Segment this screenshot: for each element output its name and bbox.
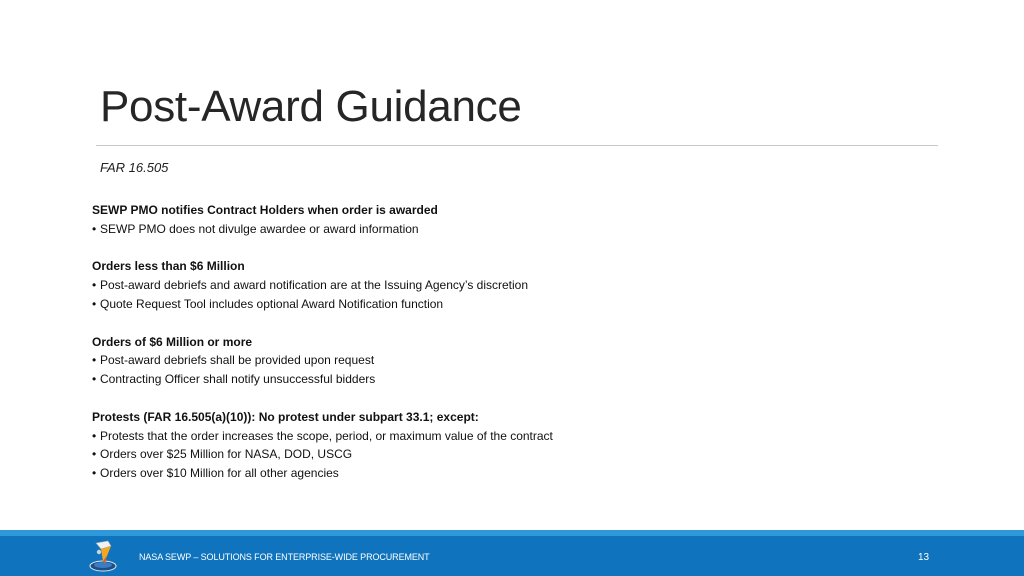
section-orders-6m-or-more bbox=[92, 333, 952, 389]
section-heading: Orders less than $6 Million bbox=[92, 259, 245, 274]
bullet-dot: • bbox=[92, 447, 97, 462]
footer-text: NASA SEWP – SOLUTIONS FOR ENTERPRISE-WIDE PROCUREMENT bbox=[139, 552, 430, 562]
bullet-text: Post-award debriefs and award notification are at the Issuing Agency’s discretion bbox=[100, 278, 529, 293]
bullet-text: Protests that the order increases the scope, period, or maximum value of the contract bbox=[100, 428, 553, 443]
bullet-dot: • bbox=[92, 372, 97, 387]
bullet-item bbox=[92, 220, 952, 239]
bullet-item bbox=[92, 351, 952, 370]
bullet-text: Quote Request Tool includes optional Award Notification function bbox=[100, 296, 444, 311]
bullet-item bbox=[92, 464, 952, 483]
bullet-item bbox=[92, 370, 952, 389]
sewp-logo-icon bbox=[88, 537, 118, 573]
slide-title: Post-Award Guidance bbox=[100, 82, 522, 131]
bullet-text: Contracting Officer shall notify unsuccessful bidders bbox=[100, 372, 376, 387]
page-number: 13 bbox=[918, 552, 930, 563]
bullet-item bbox=[92, 276, 952, 295]
section-notification bbox=[92, 201, 952, 239]
section-protests bbox=[92, 408, 952, 483]
bullet-text: Orders over $25 Million for NASA, DOD, USCG bbox=[100, 447, 353, 462]
bullet-text: SEWP PMO does not divulge awardee or award information bbox=[100, 221, 419, 236]
section-heading: Orders of $6 Million or more bbox=[92, 334, 253, 349]
bullet-dot: • bbox=[92, 278, 97, 293]
bullet-item bbox=[92, 427, 952, 446]
slide-body bbox=[92, 201, 952, 502]
bullet-item bbox=[92, 295, 952, 314]
slide-subtitle: FAR 16.505 bbox=[100, 160, 169, 175]
bullet-text: Post-award debriefs shall be provided upon request bbox=[100, 353, 375, 368]
bullet-dot: • bbox=[92, 466, 97, 481]
bullet-dot: • bbox=[92, 353, 97, 368]
section-heading: Protests (FAR 16.505(a)(10)): No protest under subpart 33.1; except: bbox=[92, 409, 479, 424]
bullet-dot: • bbox=[92, 221, 97, 236]
bullet-dot: • bbox=[92, 296, 97, 311]
bullet-text: Orders over $10 Million for all other agencies bbox=[100, 466, 339, 481]
bullet-dot: • bbox=[92, 428, 97, 443]
title-divider bbox=[96, 145, 938, 146]
bullet-item bbox=[92, 445, 952, 464]
section-orders-under-6m bbox=[92, 257, 952, 313]
section-heading: SEWP PMO notifies Contract Holders when order is awarded bbox=[92, 203, 438, 217]
